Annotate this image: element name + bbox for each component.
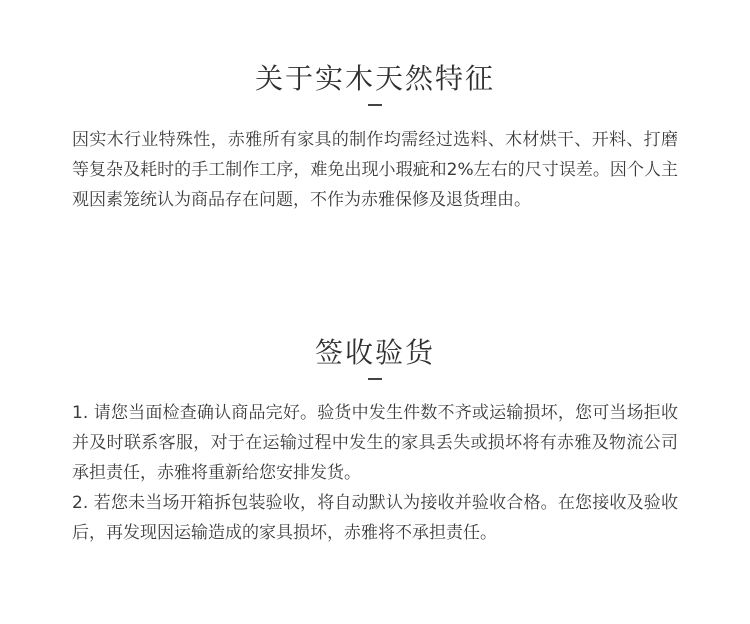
- title-divider: [368, 104, 382, 106]
- wood-features-section: [0, 62, 750, 215]
- wood-features-paragraph: 因实木行业特殊性，赤雅所有家具的制作均需经过选料、木材烘干、开料、打磨等复杂及耗时的手工制作工序，难免出现小瑕疵和2%左右的尺寸误差。因个人主观因素笼统认为商品存在问题，不作为赤雅保修及退货理由。: [72, 129, 678, 210]
- section-title-inspection: 签收验货: [314, 336, 435, 369]
- inspection-item-1: 1. 请您当面检查确认商品完好。验货中发生件数不齐或运输损坏，您可当场拒收并及时联系客服，对于在运输过程中发生的家具丢失或损坏将有赤雅及物流公司承担责任，赤雅将重新给您安排发货。: [72, 402, 678, 483]
- section-title-wood-features: 关于实木天然特征: [254, 62, 495, 95]
- inspection-item-2: 2. 若您未当场开箱拆包装验收，将自动默认为接收并验收合格。在您接收及验收后，再发现因运输造成的家具损坏，赤雅将不承担责任。: [72, 492, 678, 543]
- inspection-list: [0, 398, 750, 548]
- title-divider: [368, 378, 382, 380]
- inspection-section: [0, 336, 750, 548]
